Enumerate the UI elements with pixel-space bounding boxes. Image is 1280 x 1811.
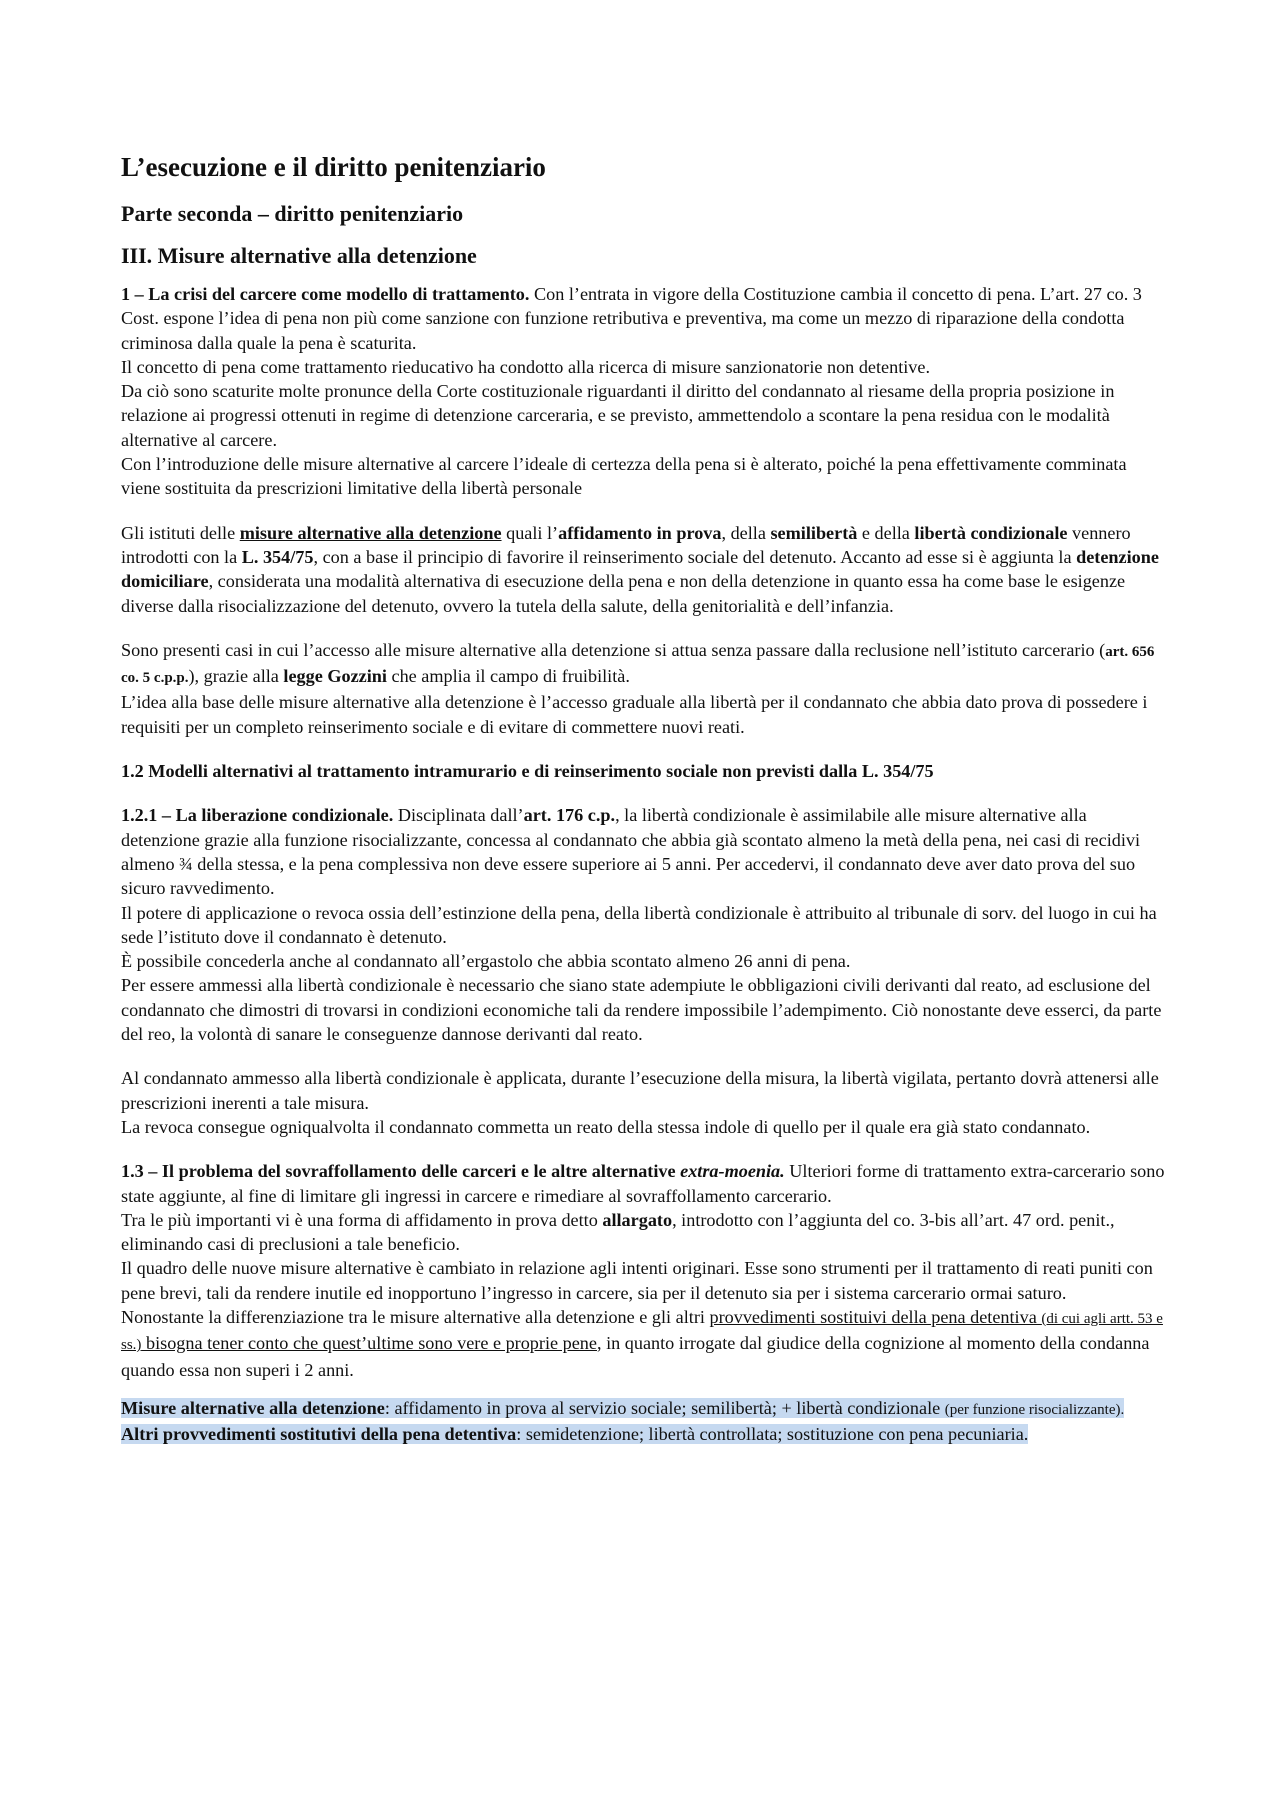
section-1-2-1-paragraph-3: È possibile concederla anche al condannato all’ergastolo che abbia scontato almeno 26 anni di pena.	[121, 951, 851, 972]
summary-line-2: Altri provvedimenti sostitutivi della pena detentiva: semidetenzione; libertà controllata; sostituzione con pena pecuniaria.	[121, 1424, 1029, 1445]
section-1-heading: 1 – La crisi del carcere come modello di trattamento.	[121, 284, 530, 304]
section-1-2-1-paragraph-6: La revoca consegue ogniqualvolta il condannato commetta un reato della stessa indole di quello per il quale era già stato condannato.	[121, 1116, 1091, 1137]
summary-line-1: Misure alternative alla detenzione: affidamento in prova al servizio sociale; semilibertà; + libertà condizionale (per funzione risocializzante).	[121, 1397, 1125, 1418]
section-1-2-1-paragraph-2: Il potere di applicazione o revoca ossia dell’estinzione della pena, della libertà condizionale è attribuito al tribunale di sorv. del luogo in cui ha sede l’istituto dove il condannato è detenuto.	[121, 902, 1157, 947]
section-1-paragraph-2: Il concetto di pena come trattamento rieducativo ha condotto alla ricerca di misure sanzionatorie non detentive.	[121, 356, 931, 377]
section-1-2-1-paragraph-5: Al condannato ammesso alla libertà condizionale è applicata, durante l’esecuzione della misura, la libertà vigilata, pertanto dovrà attenersi alle prescrizioni inerenti a tale misura.	[121, 1068, 1159, 1113]
document-body	[121, 150, 1166, 1446]
section-1-2-1-paragraph-4: Per essere ammessi alla libertà condizionale è necessario che siano state adempiute le obbligazioni civili derivanti dal reato, ad esclusione del condannato che dimostri di trovarsi in condizioni economiche tali da rendere impossibile l’adempimento. Ciò nonostante deve esserci, da parte del reo, la volontà di sanare le conseguenze dannose derivanti dal reato.	[121, 975, 1162, 1045]
part-heading: Parte seconda – diritto penitenziario	[121, 201, 464, 226]
section-1-2-1-paragraph: 1.2.1 – La liberazione condizionale. Disciplinata dall’art. 176 c.p., la libertà condizionale è assimilabile alle misure alternative alla detenzione grazie alla funzione risocializzante, concessa al condannato che abbia già scontato almeno la metà della pena, nei casi di recidivi almeno ¾ della stessa, e la pena complessiva non deve essere superiore ai 5 anni. Per accedervi, il condannato deve aver dato prova del suo sicuro ravvedimento.	[121, 805, 1141, 899]
chapter-heading: III. Misure alternative alla detenzione	[121, 243, 477, 268]
istituti-paragraph: Gli istituti delle misure alternative alla detenzione quali l’affidamento in prova, della semilibertà e della libertà condizionale vennero introdotti con la L. 354/75, con a base il principio di favorire il reinserimento sociale del detenuto. Accanto ad esse si è aggiunta la detenzione domiciliare, considerata una modalità alternativa di esecuzione della pena e non della detenzione in quanto essa ha come base le esigenze diverse dalla risocializzazione del detenuto, ovvero la tutela della salute, della genitorialità e dell’infanzia.	[121, 522, 1159, 616]
section-1-paragraph-4: Con l’introduzione delle misure alternative al carcere l’ideale di certezza della pena si è alterato, poiché la pena effettivamente comminata viene sostituita da prescrizioni limitative della libertà personale	[121, 454, 1127, 499]
section-1-3-heading: 1.3 – Il problema del sovraffollamento delle carceri e le altre alternative	[121, 1161, 681, 1182]
document-title: L’esecuzione e il diritto penitenziario	[121, 152, 546, 182]
accesso-paragraph: Sono presenti casi in cui l’accesso alle misure alternative alla detenzione si attua senza passare dalla reclusione nell’istituto carcerario (art. 656 co. 5 c.p.p.), grazie alla legge Gozzini che amplia il campo di fruibilità.	[121, 639, 1155, 687]
section-1-3-paragraph: 1.3 – Il problema del sovraffollamento delle carceri e le altre alternative extra-moenia. Ulteriori forme di trattamento extra-carcerario sono state aggiunte, al fine di limitare gli ingressi in carcere e rimediare al sovraffollamento carcerario.	[121, 1161, 1165, 1206]
section-1-2-heading: 1.2 Modelli alternativi al trattamento intramurario e di reinserimento sociale non previsti dalla L. 354/75	[121, 761, 934, 782]
section-1-2-1-heading: 1.2.1 – La liberazione condizionale.	[121, 805, 394, 826]
section-1-paragraph: 1 – La crisi del carcere come modello di trattamento. Con l’entrata in vigore della Costituzione cambia il concetto di pena. L’art. 27 co. 3 Cost. espone l’idea di pena non più come sanzione con funzione retributiva e preventiva, ma come un mezzo di riparazione della condotta criminosa dalla quale la pena è scaturita.	[121, 284, 1142, 353]
accesso-paragraph-2: L’idea alla base delle misure alternative alla detenzione è l’accesso graduale alla libertà per il condannato che abbia dato prova di possedere i requisiti per un completo reinserimento sociale e di evitare di commettere nuovi reati.	[121, 692, 1148, 737]
section-1-3-paragraph-2: Tra le più importanti vi è una forma di affidamento in prova detto allargato, introdotto con l’aggiunta del co. 3-bis all’art. 47 ord. penit., eliminando casi di preclusioni a tale beneficio.	[121, 1209, 1115, 1255]
section-1-3-paragraph-3: Il quadro delle nuove misure alternative è cambiato in relazione agli intenti originari. Esse sono strumenti per il trattamento di reati puniti con pene brevi, tali da rendere inutile ed inopportuno l’ingresso in carcere, sia per il detenuto sia per i sistema carcerario ormai saturo.	[121, 1258, 1153, 1303]
section-1-3-paragraph-4: Nonostante la differenziazione tra le misure alternative alla detenzione e gli altri provvedimenti sostituivi della pena detentiva (di cui agli artt. 53 e ss.) bisogna tener conto che quest’ultime sono vere e proprie pene, in quanto irrogate dal giudice della cognizione al momento della condanna quando essa non superi i 2 anni.	[121, 1306, 1163, 1380]
section-1-paragraph-3: Da ciò sono scaturite molte pronunce della Corte costituzionale riguardanti il diritto del condannato al riesame della propria posizione in relazione ai progressi ottenuti in regime di detenzione carceraria, e se previsto, ammettendolo a scontare la pena residua con le modalità alternative al carcere.	[121, 381, 1115, 450]
